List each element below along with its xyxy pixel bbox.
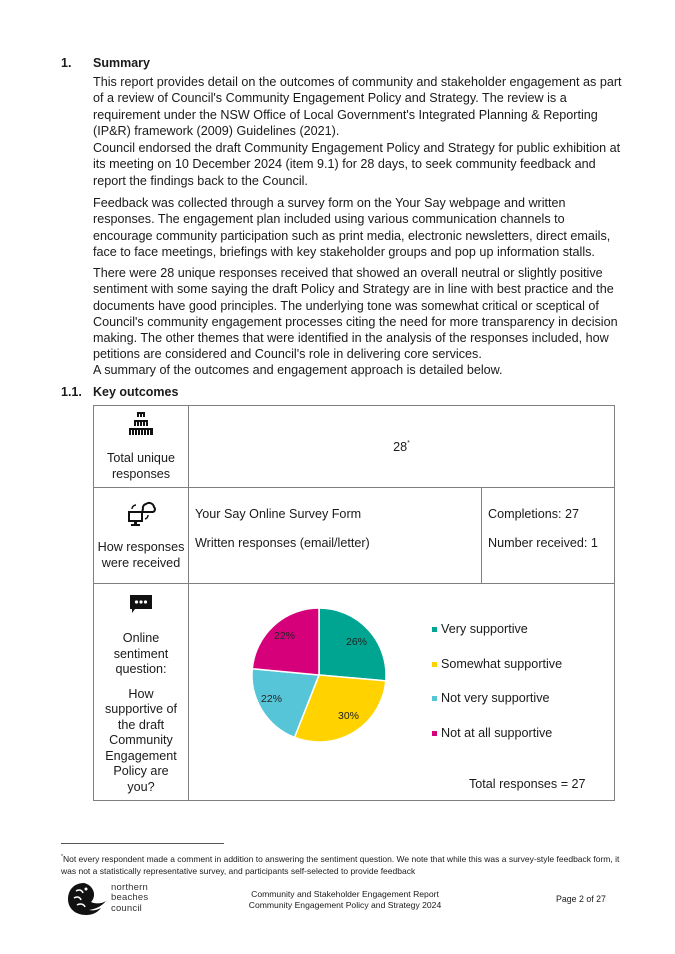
- footnote-reference[interactable]: *: [407, 439, 410, 447]
- crowd-icon: [126, 411, 156, 439]
- sentiment-chart-cell: [189, 584, 615, 801]
- footnote: [61, 852, 621, 877]
- summary-paragraph-4: There were 28 unique responses received that showed an overall neutral or slightly positive sentiment with some saying the draft Policy and Strategy are in line with best practice and the documents have good principles. The underlying tone was somewhat critical or sceptical of Council's community engagement processes citing the need for more transparency in decision making. The other themes that were identified in the analysis of the responses included, how petitions are considered and Council's role in delivering core services.: [93, 266, 618, 362]
- summary-paragraph-5: A summary of the outcomes and engagement approach is detailed below.: [93, 363, 503, 377]
- total-value-cell: [189, 406, 615, 488]
- footer-report-title: [235, 889, 455, 911]
- footer-subtitle: Community Engagement Policy and Strategy 2024: [248, 900, 442, 910]
- count-completions: Completions: 27: [488, 507, 580, 521]
- total-label: Total unique responses: [107, 451, 175, 481]
- pie-chart: [251, 607, 387, 743]
- council-logo-icon: [66, 881, 108, 917]
- sentiment-label-1: Online sentiment question:: [113, 631, 169, 676]
- legend-swatch: [432, 627, 437, 632]
- chart-legend: [432, 622, 562, 760]
- sentiment-chart: [189, 584, 614, 800]
- pie-label-not-at-all-supportive: 22%: [274, 630, 296, 642]
- speech-bubble-icon: [129, 594, 153, 616]
- footer-title: Community and Stakeholder Engagement Report: [251, 889, 439, 899]
- channel-written: Written responses (email/letter): [195, 536, 370, 550]
- footnote-text: Not every respondent made a comment in addition to answering the sentiment question. We note that while this was a survey-style feedback form, it was not a statistically representative survey, and participants self-selected to provide feedback: [61, 854, 620, 876]
- received-label: How responses were received: [97, 540, 185, 570]
- council-logo-text: northern beaches council: [111, 882, 149, 914]
- computer-cloud-sync-icon: [126, 500, 156, 528]
- pie-label-not-very-supportive: 22%: [261, 693, 283, 705]
- total-responses: Total responses = 27: [469, 777, 586, 791]
- subsection-title: Key outcomes: [93, 385, 179, 399]
- section-number: 1.: [61, 56, 72, 70]
- sentiment-label-cell: [94, 584, 189, 801]
- subsection-heading: [61, 385, 178, 399]
- legend-swatch: [432, 731, 437, 736]
- pie-label-somewhat-supportive: 30%: [338, 710, 360, 722]
- legend-item-not-at-all-supportive: Not at all supportive: [432, 726, 562, 761]
- pie-label-very-supportive: 26%: [346, 636, 368, 648]
- subsection-number: 1.1.: [61, 385, 82, 399]
- table-row-total: [94, 406, 615, 488]
- footnote-mark: *: [61, 854, 63, 860]
- section-heading: [61, 56, 150, 70]
- summary-paragraph-3: Feedback was collected through a survey form on the Your Say webpage and written responses. The engagement plan included using various communication channels to encourage community participation such as print media, electronic newsletters, direct emails, face to face meetings, briefings with key stakeholder groups and pop up information stalls.: [93, 196, 611, 259]
- summary-paragraph-2: Council endorsed the draft Community Engagement Policy and Strategy for public exhibition at its meeting on 10 December 2024 (item 9.1) for 28 days, to seek community feedback and report the findings back to the Council.: [93, 141, 621, 188]
- legend-swatch: [432, 696, 437, 701]
- table-row-received: [94, 488, 615, 584]
- count-written: Number received: 1: [488, 536, 598, 550]
- key-outcomes-table: [93, 405, 615, 801]
- legend-swatch: [432, 662, 437, 667]
- total-label-cell: [94, 406, 189, 488]
- total-value: 28: [393, 439, 408, 454]
- sentiment-question: How supportive of the draft Community Engagement Policy are you?: [104, 686, 178, 794]
- received-counts-cell: [482, 488, 615, 584]
- legend-item-somewhat-supportive: Somewhat supportive: [432, 657, 562, 692]
- received-label-cell: [94, 488, 189, 584]
- legend-item-not-very-supportive: Not very supportive: [432, 691, 562, 726]
- section-title: Summary: [93, 56, 150, 70]
- legend-item-very-supportive: Very supportive: [432, 622, 562, 657]
- received-channels-cell: [189, 488, 482, 584]
- table-row-sentiment: [94, 584, 615, 801]
- summary-paragraph-1: This report provides detail on the outcomes of community and stakeholder engagement as part of a review of Council's Community Engagement Policy and Strategy. The review is a requirement under the NSW Office of Local Government's Integrated Planning & Reporting (IP&R) framework (2009) Guidelines (2021).: [93, 75, 622, 138]
- footnote-divider: [61, 843, 224, 844]
- channel-online-survey: Your Say Online Survey Form: [195, 507, 362, 521]
- page-number: Page 2 of 27: [556, 894, 606, 904]
